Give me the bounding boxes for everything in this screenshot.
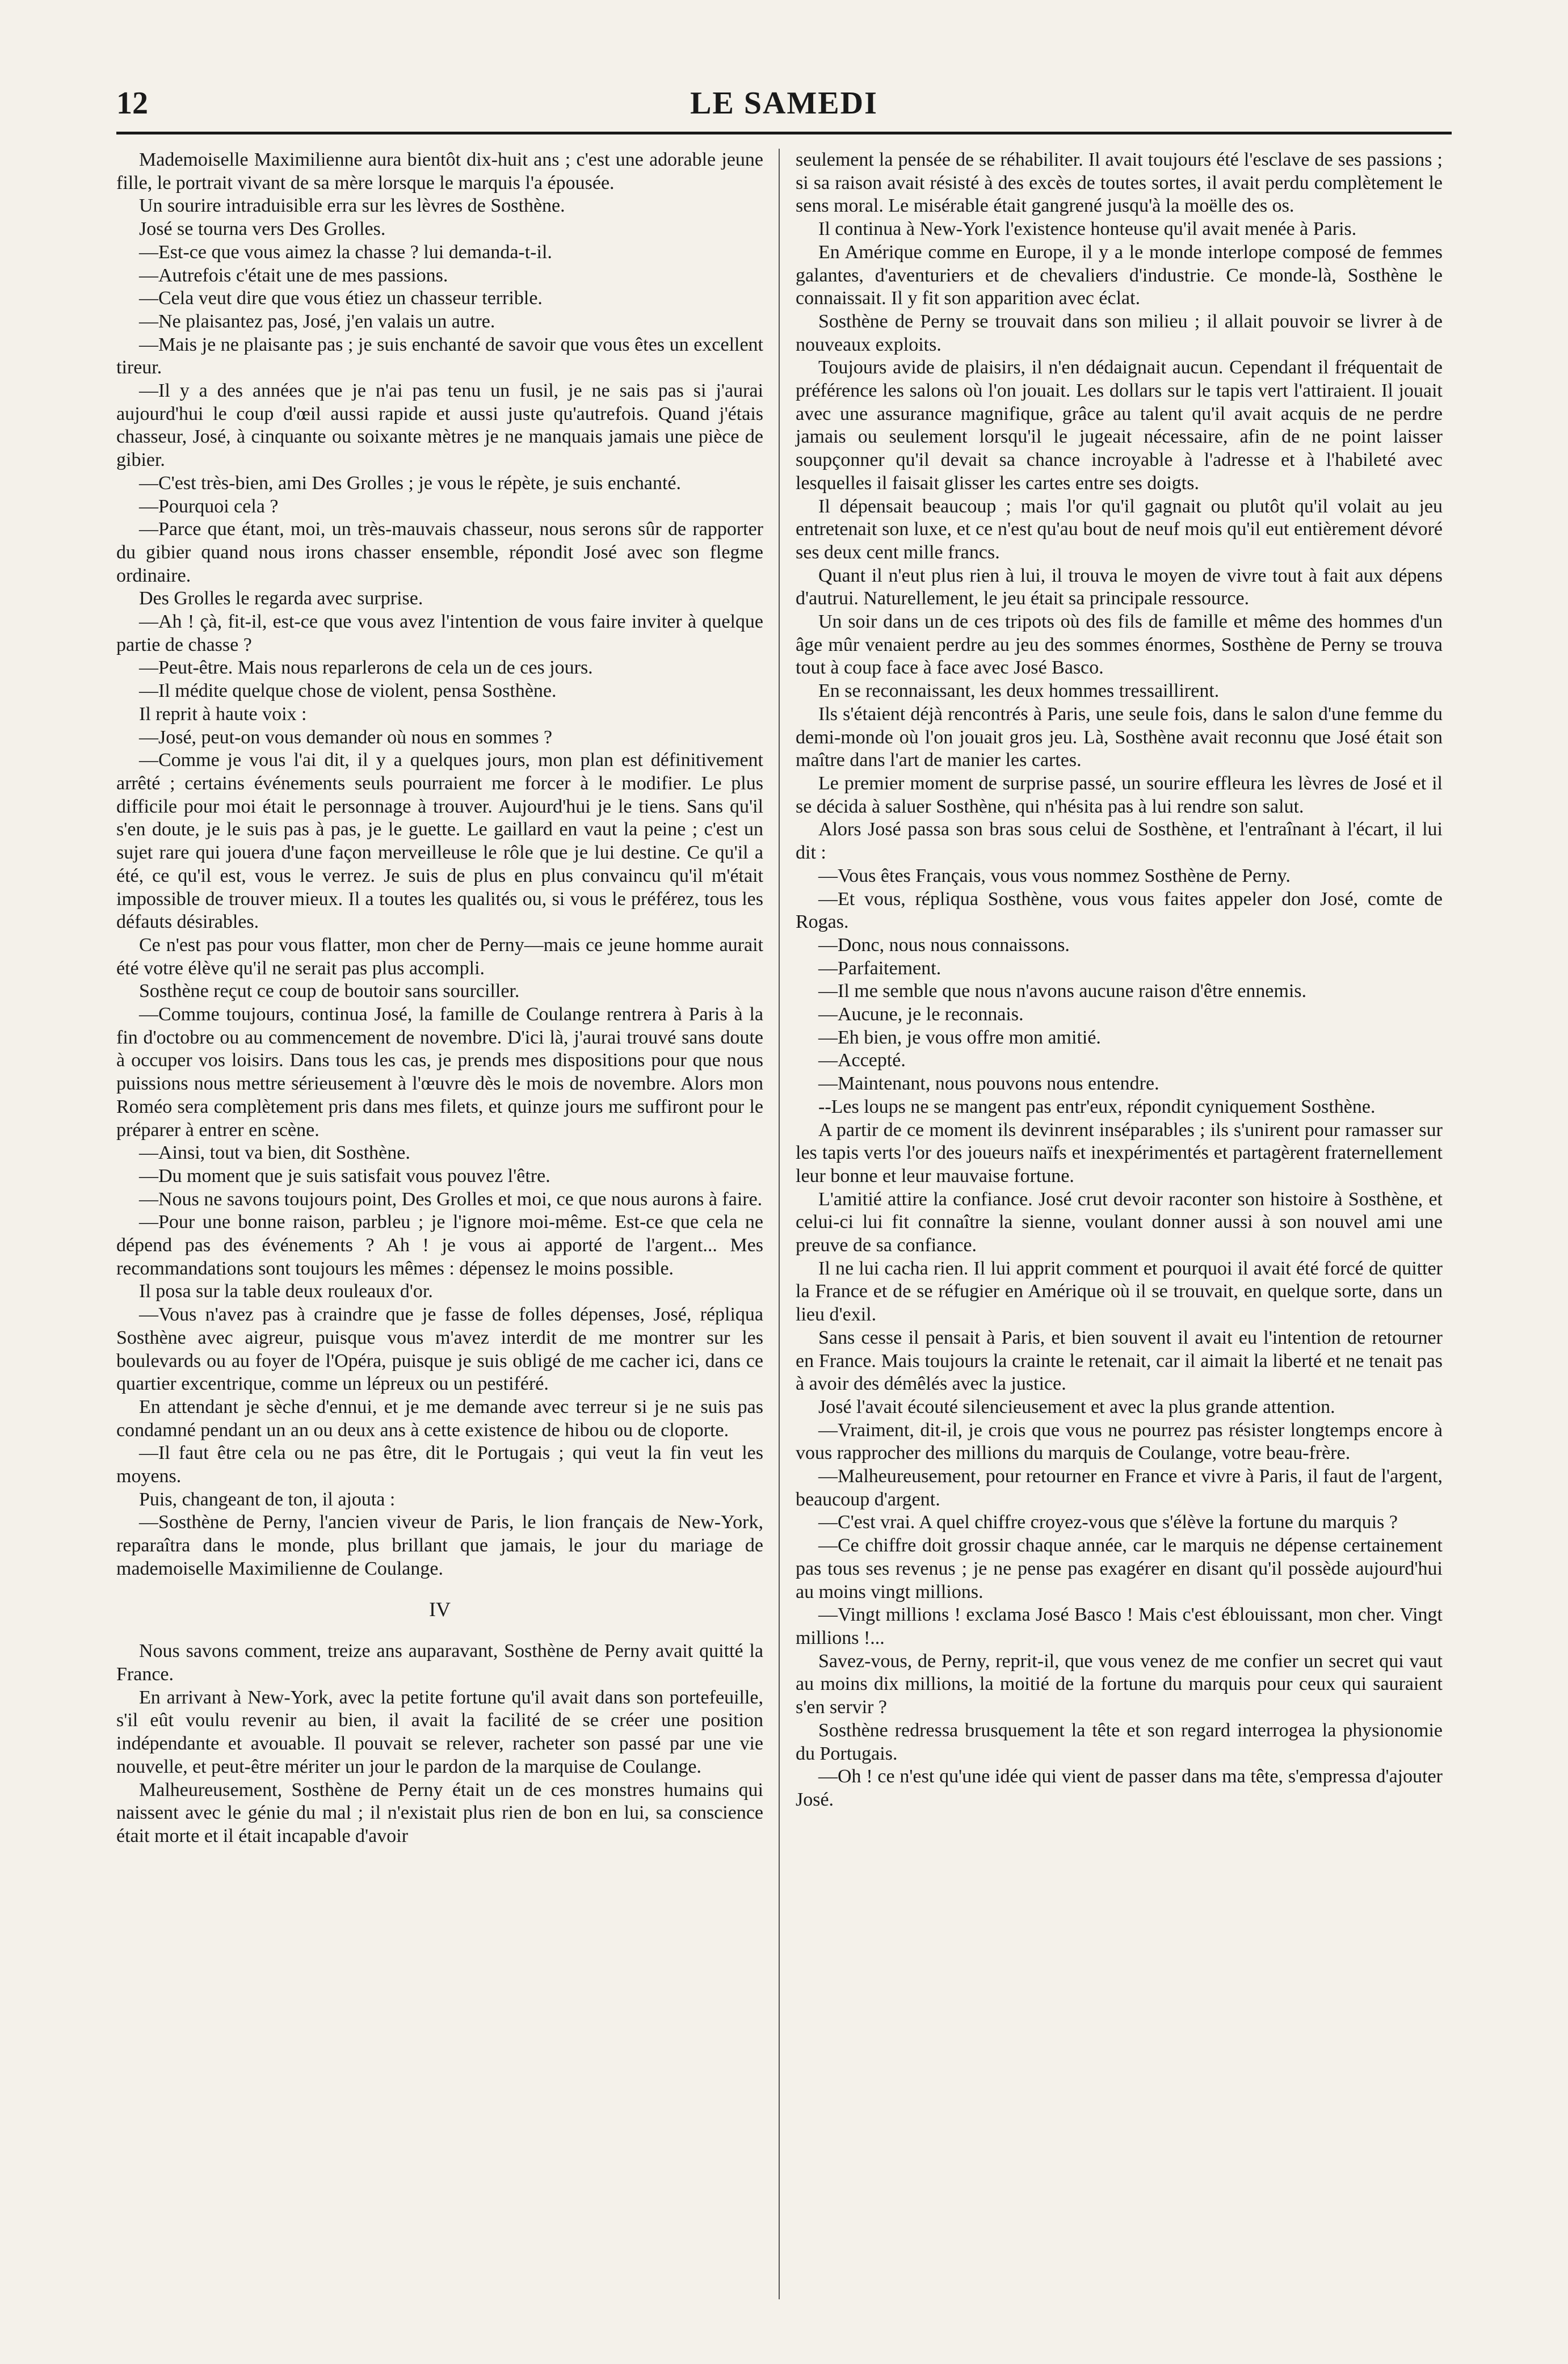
paragraph: —Il me semble que nous n'avons aucune raison d'être ennemis. — [818, 981, 1307, 1002]
paragraph: —C'est très-bien, ami Des Grolles ; je vous le répète, je suis enchanté. — [139, 472, 682, 494]
paragraph: —Malheureusement, pour retourner en France et vivre à Paris, il faut de l'argent, beaucoup d'argent. — [796, 1466, 1443, 1510]
paragraph: —Maintenant, nous pouvons nous entendre. — [818, 1073, 1159, 1095]
paragraph: José se tourna vers Des Grolles. — [139, 218, 386, 240]
paragraph: —Et vous, répliqua Sosthène, vous vous faites appeler don José, comte de Rogas. — [796, 888, 1443, 933]
paragraph: —Oh ! ce n'est qu'une idée qui vient de passer dans ma tête, s'empressa d'ajouter José. — [796, 1766, 1443, 1810]
paragraph: Sans cesse il pensait à Paris, et bien souvent il avait eu l'intention de retourner en France. Mais toujours la crainte le retenait, car il aimait la liberté et ne tenait pas à avoir des démêlés avec la justice. — [796, 1327, 1443, 1395]
paragraph: Le premier moment de surprise passé, un sourire effleura les lèvres de José et il se décida à saluer Sosthène, qui n'hésita pas à lui rendre son salut. — [796, 772, 1443, 817]
paragraph: En se reconnaissant, les deux hommes tressaillirent. — [818, 680, 1220, 702]
paragraph: —Eh bien, je vous offre mon amitié. — [818, 1027, 1101, 1048]
paragraph: —Ah ! çà, fit-il, est-ce que vous avez l'intention de vous faire inviter à quelque partie de chasse ? — [116, 611, 763, 655]
paragraph: Un sourire intraduisible erra sur les lèvres de Sosthène. — [139, 195, 565, 217]
paragraph: —Vingt millions ! exclama José Basco ! Mais c'est éblouissant, mon cher. Vingt millions !... — [796, 1604, 1443, 1648]
paragraph: Toujours avide de plaisirs, il n'en dédaignait aucun. Cependant il fréquentait de préférence les salons où l'on jouait. Les dollars sur le tapis vert l'attiraient. Il jouait avec une assurance magnifique, grâce au talent qu'il avait acquis de ne perdre jamais ou seulement lorsqu'il le jugeait nécessaire, afin de ne point laisser soupçonner qu'il devait sa chance incroyable à l'adresse et à l'habileté avec lesquelles il faisait glisser les cartes entre ses doigts. — [796, 357, 1443, 494]
paragraph: —Autrefois c'était une de mes passions. — [139, 264, 448, 286]
paragraph: —Pourquoi cela ? — [139, 495, 279, 517]
paragraph: —Parfaitement. — [818, 957, 941, 979]
paragraph: --Les loups ne se mangent pas entr'eux, répondit cyniquement Sosthène. — [818, 1096, 1376, 1117]
page-header — [116, 85, 1452, 125]
paragraph: —Aucune, je le reconnais. — [818, 1004, 1024, 1025]
paragraph: —Sosthène de Perny, l'ancien viveur de Paris, le lion français de New-York, reparaîtra dans le monde, plus brillant que jamais, le jour du mariage de mademoiselle Maximilienne de Coulange. — [116, 1512, 763, 1579]
paragraph: —Peut-être. Mais nous reparlerons de cela un de ces jours. — [139, 657, 593, 679]
paragraph: Ce n'est pas pour vous flatter, mon cher de Perny—mais ce jeune homme aurait été votre élève qu'il ne serait pas plus accompli. — [116, 934, 763, 979]
paragraph: Il continua à New-York l'existence honteuse qu'il avait menée à Paris. — [818, 218, 1357, 240]
paragraph: —Accepté. — [818, 1050, 906, 1071]
paragraph: —Ne plaisantez pas, José, j'en valais un autre. — [139, 310, 495, 332]
paragraph: —Nous ne savons toujours point, Des Grolles et moi, ce que nous aurons à faire. — [139, 1188, 763, 1210]
column-divider — [779, 149, 780, 2299]
paragraph: seulement la pensée de se réhabiliter. Il avait toujours été l'esclave de ses passions ; si sa raison avait résisté à des excès de toutes sortes, il avait perdu complètement le sens moral. Le misérable était gangrené jusqu'à la moëlle des os. — [796, 149, 1443, 217]
paragraph: Ils s'étaient déjà rencontrés à Paris, une seule fois, dans le salon d'une femme du demi-monde où l'on jouait gros jeu. Là, Sosthène avait reconnu que José était son maître dans l'art de manier les cartes. — [796, 703, 1443, 771]
paragraph: Puis, changeant de ton, il ajouta : — [139, 1488, 396, 1510]
paragraph: —Comme je vous l'ai dit, il y a quelques jours, mon plan est définitivement arrêté ; certains événements seuls pourraient me forcer à le modifier. Le plus difficile pour moi était le personnage à trouver. Aujourd'hui je le tiens. Sans qu'il s'en doute, je le suis pas à pas, je le guette. Le gaillard en vaut la peine ; c'est un sujet rare qui jouera d'une façon merveilleuse le rôle que je lui destine. Ce qu'il a été, ce qu'il est, vous le verrez. Je suis de plus en plus convaincu qu'il m'était impossible de trouver mieux. Il a toutes les qualités ou, si vous le préférez, tous les défauts désirables. — [116, 750, 763, 933]
journal-title: LE SAMEDI — [690, 86, 878, 121]
page-number: 12 — [116, 86, 148, 121]
paragraph: —Vous êtes Français, vous vous nommez Sosthène de Perny. — [818, 865, 1290, 886]
paragraph: —Donc, nous nous connaissons. — [818, 934, 1070, 956]
right-column — [796, 149, 1443, 1812]
paragraph: —Est-ce que vous aimez la chasse ? lui demanda-t-il. — [139, 241, 552, 263]
paragraph: Sosthène de Perny se trouvait dans son milieu ; il allait pouvoir se livrer à de nouveaux exploits. — [796, 310, 1443, 355]
paragraph: Il ne lui cacha rien. Il lui apprit comment et pourquoi il avait été forcé de quitter la France et de se réfugier en Amérique où il se trouvait, en quelque sorte, dans un lieu d'exil. — [796, 1257, 1443, 1326]
paragraph: A partir de ce moment ils devinrent inséparables ; ils s'unirent pour ramasser sur les tapis verts l'or des joueurs naïfs et inexpérimentés et partagèrent fraternellement leur bonne et leur mauvaise fortune. — [796, 1119, 1443, 1187]
paragraph: Nous savons comment, treize ans auparavant, Sosthène de Perny avait quitté la France. — [116, 1641, 763, 1685]
paragraph: —Vous n'avez pas à craindre que je fasse de folles dépenses, José, répliqua Sosthène avec aigreur, puisque vous m'avez interdit de me montrer sur les boulevards ou au foyer de l'Opéra, puisque je suis obligé de me cacher ici, dans ce quartier excentrique, comme un lépreux ou un pestiféré. — [116, 1304, 763, 1395]
paragraph: —Il faut être cela ou ne pas être, dit le Portugais ; qui veut la fin veut les moyens. — [116, 1442, 763, 1487]
paragraph: —Ce chiffre doit grossir chaque année, car le marquis ne dépense certainement pas tous ses revenus ; je ne pense pas exagérer en disant qu'il possède aujourd'hui au moins vingt millions. — [796, 1535, 1443, 1602]
left-column — [116, 149, 763, 1848]
paragraph: —Il médite quelque chose de violent, pensa Sosthène. — [139, 680, 557, 702]
paragraph: Il reprit à haute voix : — [139, 703, 307, 725]
paragraph: Il posa sur la table deux rouleaux d'or. — [139, 1281, 433, 1302]
header-rule — [116, 132, 1452, 134]
paragraph: —Pour une bonne raison, parbleu ; je l'ignore moi-même. Est-ce que cela ne dépend pas des événements ? Ah ! je vous ai apporté de l'argent... Mes recommandations sont toujours les mêmes : dépensez le moins possible. — [116, 1212, 763, 1279]
paragraph: —José, peut-on vous demander où nous en sommes ? — [139, 726, 553, 748]
paragraph: —Cela veut dire que vous étiez un chasseur terrible. — [139, 288, 543, 309]
paragraph: —Mais je ne plaisante pas ; je suis enchanté de savoir que vous êtes un excellent tireur. — [116, 334, 763, 378]
paragraph: —Du moment que je suis satisfait vous pouvez l'être. — [139, 1165, 550, 1187]
paragraph: Un soir dans un de ces tripots où des fils de famille et même des hommes d'un âge mûr venaient perdre au jeu des sommes énormes, Sosthène de Perny se trouva tout à coup face à face avec José Basco. — [796, 611, 1443, 679]
paragraph: Quant il n'eut plus rien à lui, il trouva le moyen de vivre tout à fait aux dépens d'autrui. Naturellement, le jeu était sa principale ressource. — [796, 565, 1443, 609]
paragraph: Sosthène reçut ce coup de boutoir sans sourciller. — [139, 981, 520, 1002]
paragraph: Sosthène redressa brusquement la tête et son regard interrogea la physionomie du Portugais. — [796, 1719, 1443, 1764]
paragraph: —Parce que étant, moi, un très-mauvais chasseur, nous serons sûr de rapporter du gibier quand nous irons chasser ensemble, répondit José avec son flegme ordinaire. — [116, 519, 763, 586]
paragraph: —Comme toujours, continua José, la famille de Coulange rentrera à Paris à la fin d'octobre ou au commencement de novembre. D'ici là, j'aurai trouvé sans doute à occuper vos loisirs. Dans tous les cas, je prends mes dispositions pour que nous puissions nous mettre sérieusement à l'œuvre dès le mois de novembre. Alors mon Roméo sera complètement pris dans mes filets, et quinze jours me suffiront pour le préparer à entrer en scène. — [116, 1004, 763, 1141]
paragraph: —Ainsi, tout va bien, dit Sosthène. — [139, 1142, 410, 1164]
paragraph: Mademoiselle Maximilienne aura bientôt dix-huit ans ; c'est une adorable jeune fille, le portrait vivant de sa mère lorsque le marquis l'a épousée. — [116, 149, 763, 194]
paragraph: Alors José passa son bras sous celui de Sosthène, et l'entraînant à l'écart, il lui dit : — [796, 819, 1443, 864]
paragraph: —Il y a des années que je n'ai pas tenu un fusil, je ne sais pas si j'aurai aujourd'hui le coup d'œil aussi rapide et aussi juste qu'autrefois. Quand j'étais chasseur, José, à cinquante ou soixante mètres je ne manquais jamais une pièce de gibier. — [116, 380, 763, 471]
paragraph: Savez-vous, de Perny, reprit-il, que vous venez de me confier un secret qui vaut au moins dix millions, la moitié de la fortune du marquis pour ceux qui sauraient s'en servir ? — [796, 1650, 1443, 1718]
paragraph: Malheureusement, Sosthène de Perny était un de ces monstres humains qui naissent avec le génie du mal ; il n'existait plus rien de bon en lui, sa conscience était morte et il était incapable d'avoir — [116, 1779, 763, 1846]
paragraph: L'amitié attire la confiance. José crut devoir raconter son histoire à Sosthène, et celui-ci lui fit connaître la sienne, voulant donner aussi à son nouvel ami une preuve de sa confiance. — [796, 1188, 1443, 1256]
paragraph: —C'est vrai. A quel chiffre croyez-vous que s'élève la fortune du marquis ? — [818, 1512, 1398, 1533]
paragraph: En arrivant à New-York, avec la petite fortune qu'il avait dans son portefeuille, s'il eût voulu revenir au bien, il avait la facilité de se créer une position indépendante et avouable. Il pouvait se relever, racheter son passé par une vie nouvelle, et peut-être mériter un jour le pardon de la marquise de Coulange. — [116, 1686, 763, 1777]
paragraph: En Amérique comme en Europe, il y a le monde interlope composé de femmes galantes, d'aventuriers et de chevaliers d'industrie. Ce monde-là, Sosthène le connaissait. Il y fit son apparition avec éclat. — [796, 241, 1443, 309]
paragraph: Il dépensait beaucoup ; mais l'or qu'il gagnait ou plutôt qu'il volait au jeu entretenait son luxe, et ce n'est qu'au bout de neuf mois qu'il eut entièrement dévoré ses deux cent mille francs. — [796, 495, 1443, 563]
section-heading: IV — [429, 1597, 451, 1621]
paragraph: Des Grolles le regarda avec surprise. — [139, 588, 423, 609]
paragraph: —Vraiment, dit-il, je crois que vous ne pourrez pas résister longtemps encore à vous rapprocher des millions du marquis de Coulange, votre beau-frère. — [796, 1419, 1443, 1464]
paragraph: En attendant je sèche d'ennui, et je me demande avec terreur si je ne suis pas condamné pendant un an ou deux ans à cette existence de hibou ou de cloporte. — [116, 1396, 763, 1441]
paragraph: José l'avait écouté silencieusement et avec la plus grande attention. — [818, 1396, 1335, 1417]
